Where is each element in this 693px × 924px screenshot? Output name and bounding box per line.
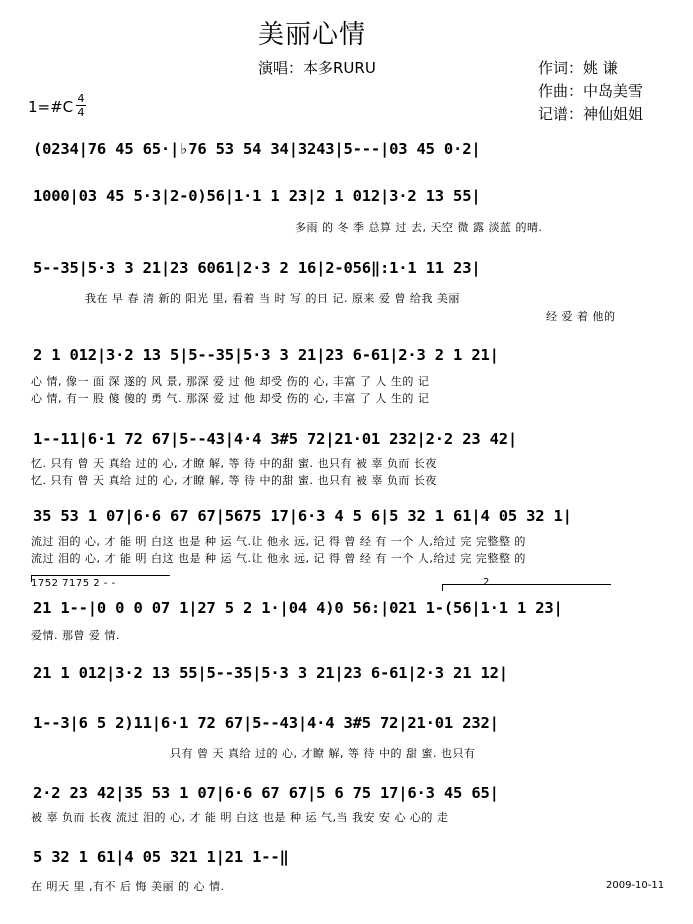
time-signature-bottom: 4: [77, 106, 85, 119]
ending-2-bracket: [442, 584, 611, 591]
lyric-line-4a: 心 情, 像一 面 深 遂的 风 景, 那深 爱 过 他 却受 伤的 心, 丰富 了 人 生的 记: [31, 375, 430, 388]
lyric-line-3b: 经 爱 着 他的: [546, 310, 616, 323]
score-line-11: 5 32 1 61|4 05 321 1|21 1--‖: [33, 848, 289, 866]
transcription-date: 2009-10-11: [606, 880, 665, 891]
singer-credit: 演唱：本多RURU: [258, 59, 376, 77]
ending-1-bracket: [31, 575, 170, 582]
lyric-line-9a: 只有 曾 天 真给 过的 心, 才瞭 解, 等 待 中的 甜 蜜. 也只有: [170, 747, 476, 760]
score-line-2: 1000|03 45 5·3|2-0)56|1·1 1 23|2 1 012|3·2 13 55|: [33, 187, 481, 205]
time-signature: [76, 93, 86, 118]
score-line-5: 1--11|6·1 72 67|5--43|4·4 3#5 72|21·01 232|2·2 23 42|: [33, 430, 517, 448]
lyric-line-6b: 流过 泪的 心, 才 能 明 白这 也是 种 运 气.让 他永 远, 记 得 曾 经 有 一个 人,给过 完 完整整 的: [31, 552, 526, 565]
score-line-8: 21 1 012|3·2 13 55|5--35|5·3 3 21|23 6-61|2·3 21 12|: [33, 664, 508, 682]
score-line-3: 5--35|5·3 3 21|23 6061|2·3 2 16|2-056‖:1·1 11 23|: [33, 259, 481, 277]
score-line-1: (0234|76 45 65·|♭76 53 54 34|3243|5---|03 45 0·2|: [33, 140, 481, 158]
lyric-line-4b: 心 情, 有一 股 傻 傻的 勇 气. 那深 爱 过 他 却受 伤的 心, 丰富 了 人 生的 记: [31, 392, 430, 405]
lyric-line-2a: 多雨 的 冬 季 总算 过 去, 天空 微 露 淡蓝 的晴.: [295, 221, 543, 234]
lyricist-credit: 作词：姚 谦: [538, 59, 618, 77]
lyric-line-5a: 忆. 只有 曾 天 真给 过的 心, 才瞭 解, 等 待 中的甜 蜜. 也只有 被 辜 负而 长夜: [31, 457, 437, 470]
ending-1-notes: 1752 7175 2 - -: [31, 578, 116, 589]
ending-2-label: 2: [483, 577, 490, 588]
score-line-4: 2 1 012|3·2 13 5|5--35|5·3 3 21|23 6-61|2·3 2 1 21|: [33, 346, 499, 364]
lyric-line-11a: 在 明天 里 ,有不 后 悔 美丽 的 心 情.: [31, 880, 225, 893]
lyric-line-6a: 流过 泪的 心, 才 能 明 白这 也是 种 运 气.让 他永 远, 记 得 曾 经 有 一个 人,给过 完 完整整 的: [31, 535, 526, 548]
score-line-9: 1--3|6 5 2)11|6·1 72 67|5--43|4·4 3#5 72|21·01 232|: [33, 714, 499, 732]
lyric-line-3a: 我在 早 春 清 新的 阳光 里, 看着 当 时 写 的日 记. 原来 爱 曾 给我 美丽: [85, 292, 460, 305]
score-line-6: 35 53 1 07|6·6 67 67|5675 17|6·3 4 5 6|5 32 1 61|4 05 32 1|: [33, 507, 572, 525]
key-signature: 1=#C: [28, 98, 74, 116]
time-signature-top: 4: [77, 92, 85, 105]
score-line-10: 2·2 23 42|35 53 1 07|6·6 67 67|5 6 75 17|6·3 45 65|: [33, 784, 499, 802]
composer-credit: 作曲：中岛美雪: [538, 82, 644, 100]
lyric-line-7a: 爱情. 那曾 爱 情.: [31, 629, 120, 642]
lyric-line-10a: 被 辜 负而 长夜 流过 泪的 心, 才 能 明 白这 也是 种 运 气,当 我安 安 心 心的 走: [31, 811, 449, 824]
song-title: 美丽心情: [258, 20, 367, 50]
lyric-line-5b: 忆. 只有 曾 天 真给 过的 心, 才瞭 解, 等 待 中的甜 蜜. 也只有 被 辜 负而 长夜: [31, 474, 437, 487]
score-line-7: 21 1--|0 0 0 07 1|27 5 2 1·|04 4)0 56:|021 1-(56|1·1 1 23|: [33, 599, 563, 617]
transcriber-credit: 记谱：神仙姐姐: [538, 105, 644, 123]
